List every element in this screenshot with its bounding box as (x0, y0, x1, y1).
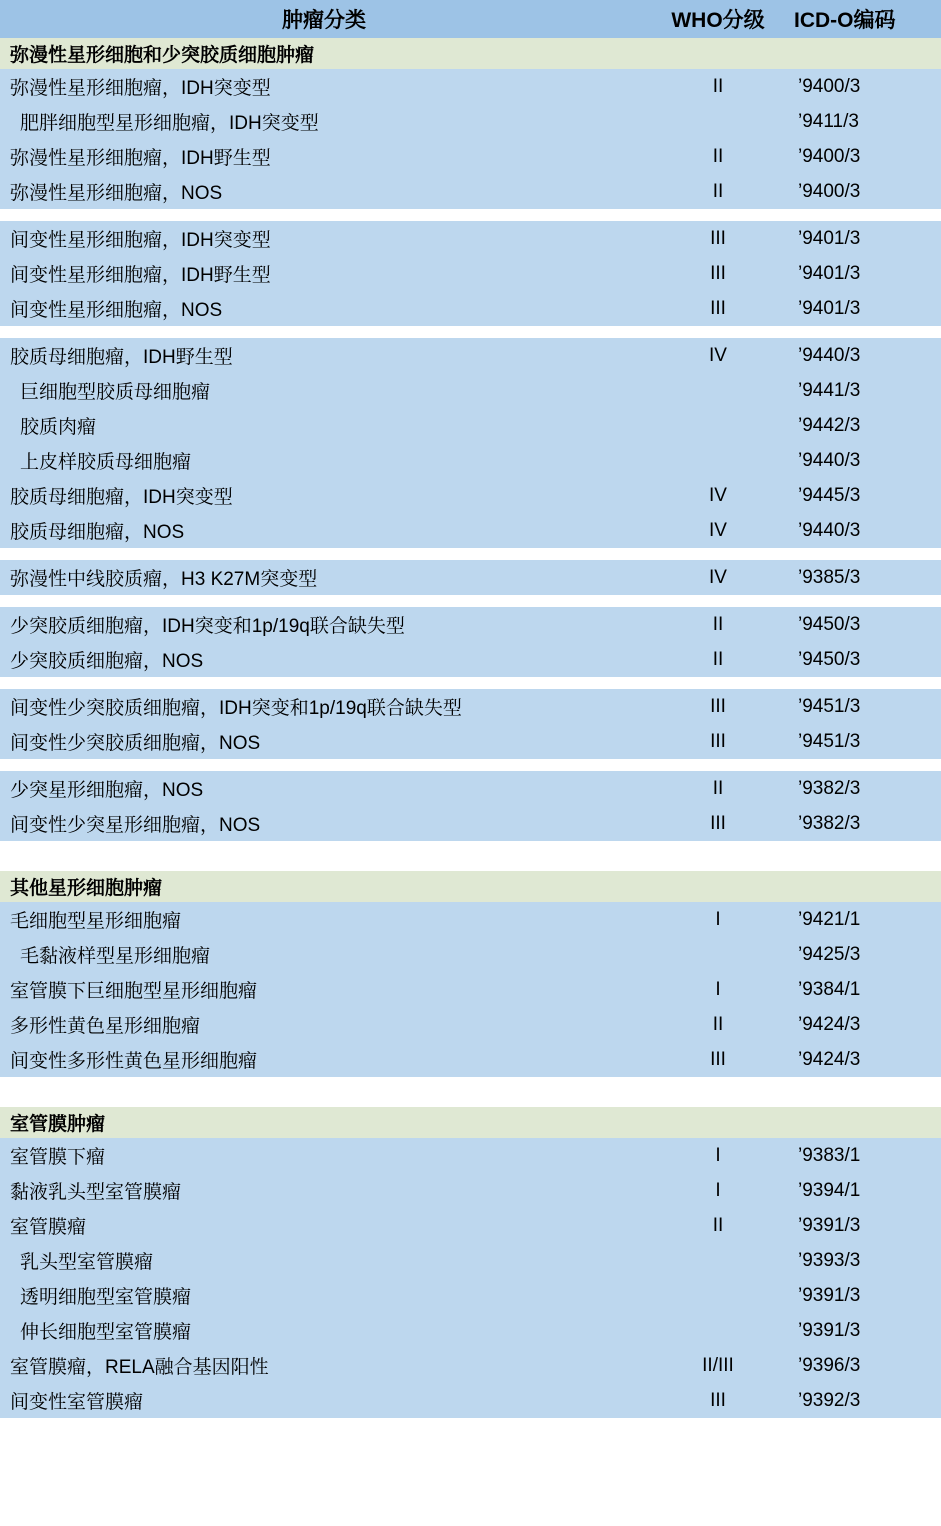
table-row (0, 1243, 941, 1278)
icdo-code: ’9442/3 (798, 414, 861, 436)
section-header-row (0, 38, 941, 69)
tumor-name: 室管膜瘤，RELA融合基因阳性 (10, 1357, 269, 1378)
icdo-code: ’9440/3 (798, 519, 861, 541)
who-grade: III (710, 730, 726, 752)
tumor-name: 巨细胞型胶质母细胞瘤 (20, 382, 211, 403)
icdo-code: ’9421/1 (798, 908, 861, 930)
table-row (0, 291, 941, 326)
section-title: 弥漫性星形细胞和少突胶质细胞肿瘤 (10, 45, 315, 66)
table-row (0, 1313, 941, 1348)
who-grade: II (712, 1214, 724, 1236)
icdo-code: ’9441/3 (798, 379, 861, 401)
who-grade: IV (709, 344, 727, 366)
table-row (0, 443, 941, 478)
icdo-code: ’9400/3 (798, 180, 861, 202)
table-row (0, 1383, 941, 1418)
tumor-name: 胶质母细胞瘤，NOS (10, 522, 185, 543)
column-header-icdo: ICD-O编码 (794, 9, 896, 32)
icdo-code: ’9396/3 (798, 1354, 861, 1376)
table-row (0, 806, 941, 841)
who-grade: II (712, 777, 724, 799)
who-grade: III (710, 812, 726, 834)
table-row (0, 104, 941, 139)
table-row (0, 221, 941, 256)
who-grade: III (710, 227, 726, 249)
table-row (0, 256, 941, 291)
icdo-code: ’9445/3 (798, 484, 861, 506)
icdo-code: ’9401/3 (798, 262, 861, 284)
who-grade: I (715, 1144, 721, 1166)
icdo-code: ’9440/3 (798, 344, 861, 366)
tumor-name: 室管膜下瘤 (10, 1147, 106, 1168)
tumor-name: 胶质肉瘤 (20, 417, 97, 438)
who-grade: II (712, 1013, 724, 1035)
table-row (0, 689, 941, 724)
table-row (0, 174, 941, 209)
who-grade: III (710, 695, 726, 717)
tumor-name: 室管膜下巨细胞型星形细胞瘤 (10, 981, 258, 1002)
table-row (0, 771, 941, 806)
icdo-code: ’9393/3 (798, 1249, 861, 1271)
tumor-name: 黏液乳头型室管膜瘤 (10, 1182, 182, 1203)
table-row (0, 902, 941, 937)
table-row (0, 972, 941, 1007)
who-grade: III (710, 1389, 726, 1411)
tumor-name: 弥漫性星形细胞瘤，IDH突变型 (10, 78, 271, 99)
icdo-code: ’9392/3 (798, 1389, 861, 1411)
who-grade: III (710, 297, 726, 319)
section-header-row (0, 1107, 941, 1138)
table-row (0, 1138, 941, 1173)
icdo-code: ’9382/3 (798, 812, 861, 834)
table-row (0, 1042, 941, 1077)
tumor-name: 胶质母细胞瘤，IDH野生型 (10, 347, 233, 368)
section-title: 其他星形细胞肿瘤 (10, 878, 163, 899)
tumor-name: 上皮样胶质母细胞瘤 (20, 452, 192, 473)
icdo-code: ’9424/3 (798, 1048, 861, 1070)
who-grade: I (715, 1179, 721, 1201)
tumor-name: 间变性多形性黄色星形细胞瘤 (10, 1051, 258, 1072)
icdo-code: ’9400/3 (798, 75, 861, 97)
tumor-name: 透明细胞型室管膜瘤 (20, 1287, 192, 1308)
tumor-name: 弥漫性星形细胞瘤，IDH野生型 (10, 148, 271, 169)
tumor-name: 毛黏液样型星形细胞瘤 (20, 946, 211, 967)
tumor-name: 毛细胞型星形细胞瘤 (10, 911, 182, 932)
icdo-code: ’9383/1 (798, 1144, 861, 1166)
icdo-code: ’9451/3 (798, 730, 861, 752)
who-grade: I (715, 978, 721, 1000)
tumor-name: 室管膜瘤 (10, 1217, 87, 1238)
table-row (0, 478, 941, 513)
icdo-code: ’9382/3 (798, 777, 861, 799)
table-header-row (0, 0, 941, 38)
icdo-code: ’9401/3 (798, 227, 861, 249)
icdo-code: ’9401/3 (798, 297, 861, 319)
who-grade: I (715, 908, 721, 930)
row-spacer (0, 759, 941, 771)
who-grade: II (712, 145, 724, 167)
tumor-name: 多形性黄色星形细胞瘤 (10, 1016, 201, 1037)
row-spacer (0, 595, 941, 607)
icdo-code: ’9391/3 (798, 1319, 861, 1341)
icdo-code: ’9424/3 (798, 1013, 861, 1035)
table-row (0, 607, 941, 642)
tumor-name: 肥胖细胞型星形细胞瘤，IDH突变型 (20, 113, 319, 134)
tumor-name: 间变性星形细胞瘤，IDH突变型 (10, 230, 271, 251)
section-spacer (0, 1077, 941, 1107)
table-row (0, 937, 941, 972)
tumor-name: 间变性少突胶质细胞瘤，IDH突变和1p/19q联合缺失型 (10, 698, 462, 719)
icdo-code: ’9384/1 (798, 978, 861, 1000)
tumor-name: 间变性室管膜瘤 (10, 1392, 144, 1413)
who-grade: IV (709, 566, 727, 588)
row-spacer (0, 677, 941, 689)
icdo-code: ’9385/3 (798, 566, 861, 588)
tumor-name: 胶质母细胞瘤，IDH突变型 (10, 487, 233, 508)
tumor-name: 弥漫性中线胶质瘤，H3 K27M突变型 (10, 569, 318, 590)
tumor-name: 间变性星形细胞瘤，NOS (10, 300, 223, 321)
tumor-name: 少突星形细胞瘤，NOS (10, 780, 204, 801)
tumor-name: 伸长细胞型室管膜瘤 (20, 1322, 192, 1343)
table-row (0, 724, 941, 759)
table-row (0, 513, 941, 548)
tumor-name: 弥漫性星形细胞瘤，NOS (10, 183, 223, 204)
table-row (0, 139, 941, 174)
who-grade: II (712, 648, 724, 670)
table-row (0, 1007, 941, 1042)
table-row (0, 408, 941, 443)
row-spacer (0, 326, 941, 338)
table-row (0, 1173, 941, 1208)
table-row (0, 1278, 941, 1313)
who-grade: II/III (702, 1354, 734, 1376)
tumor-name: 间变性星形细胞瘤，IDH野生型 (10, 265, 271, 286)
icdo-code: ’9451/3 (798, 695, 861, 717)
tumor-name: 间变性少突星形细胞瘤，NOS (10, 815, 261, 836)
who-grade: III (710, 1048, 726, 1070)
table-row (0, 373, 941, 408)
section-title: 室管膜肿瘤 (10, 1114, 106, 1135)
who-grade: II (712, 75, 724, 97)
who-grade: IV (709, 519, 727, 541)
icdo-code: ’9450/3 (798, 648, 861, 670)
table-row (0, 560, 941, 595)
section-header-row (0, 871, 941, 902)
who-grade: III (710, 262, 726, 284)
table-row (0, 69, 941, 104)
who-grade: IV (709, 484, 727, 506)
row-spacer (0, 548, 941, 560)
icdo-code: ’9411/3 (798, 110, 859, 132)
icdo-code: ’9400/3 (798, 145, 861, 167)
who-grade: II (712, 613, 724, 635)
tumor-name: 乳头型室管膜瘤 (20, 1252, 154, 1273)
who-grade: II (712, 180, 724, 202)
icdo-code: ’9425/3 (798, 943, 861, 965)
icdo-code: ’9391/3 (798, 1214, 861, 1236)
icdo-code: ’9450/3 (798, 613, 861, 635)
tumor-name: 少突胶质细胞瘤，NOS (10, 651, 204, 672)
table-row (0, 338, 941, 373)
column-header-name: 肿瘤分类 (282, 9, 366, 32)
row-spacer (0, 209, 941, 221)
section-spacer (0, 841, 941, 871)
icdo-code: ’9394/1 (798, 1179, 861, 1201)
icdo-code: ’9391/3 (798, 1284, 861, 1306)
table-row (0, 1348, 941, 1383)
icdo-code: ’9440/3 (798, 449, 861, 471)
column-header-grade: WHO分级 (671, 9, 765, 32)
tumor-name: 少突胶质细胞瘤，IDH突变和1p/19q联合缺失型 (10, 616, 405, 637)
table-row (0, 1208, 941, 1243)
tumor-name: 间变性少突胶质细胞瘤，NOS (10, 733, 261, 754)
table-row (0, 642, 941, 677)
